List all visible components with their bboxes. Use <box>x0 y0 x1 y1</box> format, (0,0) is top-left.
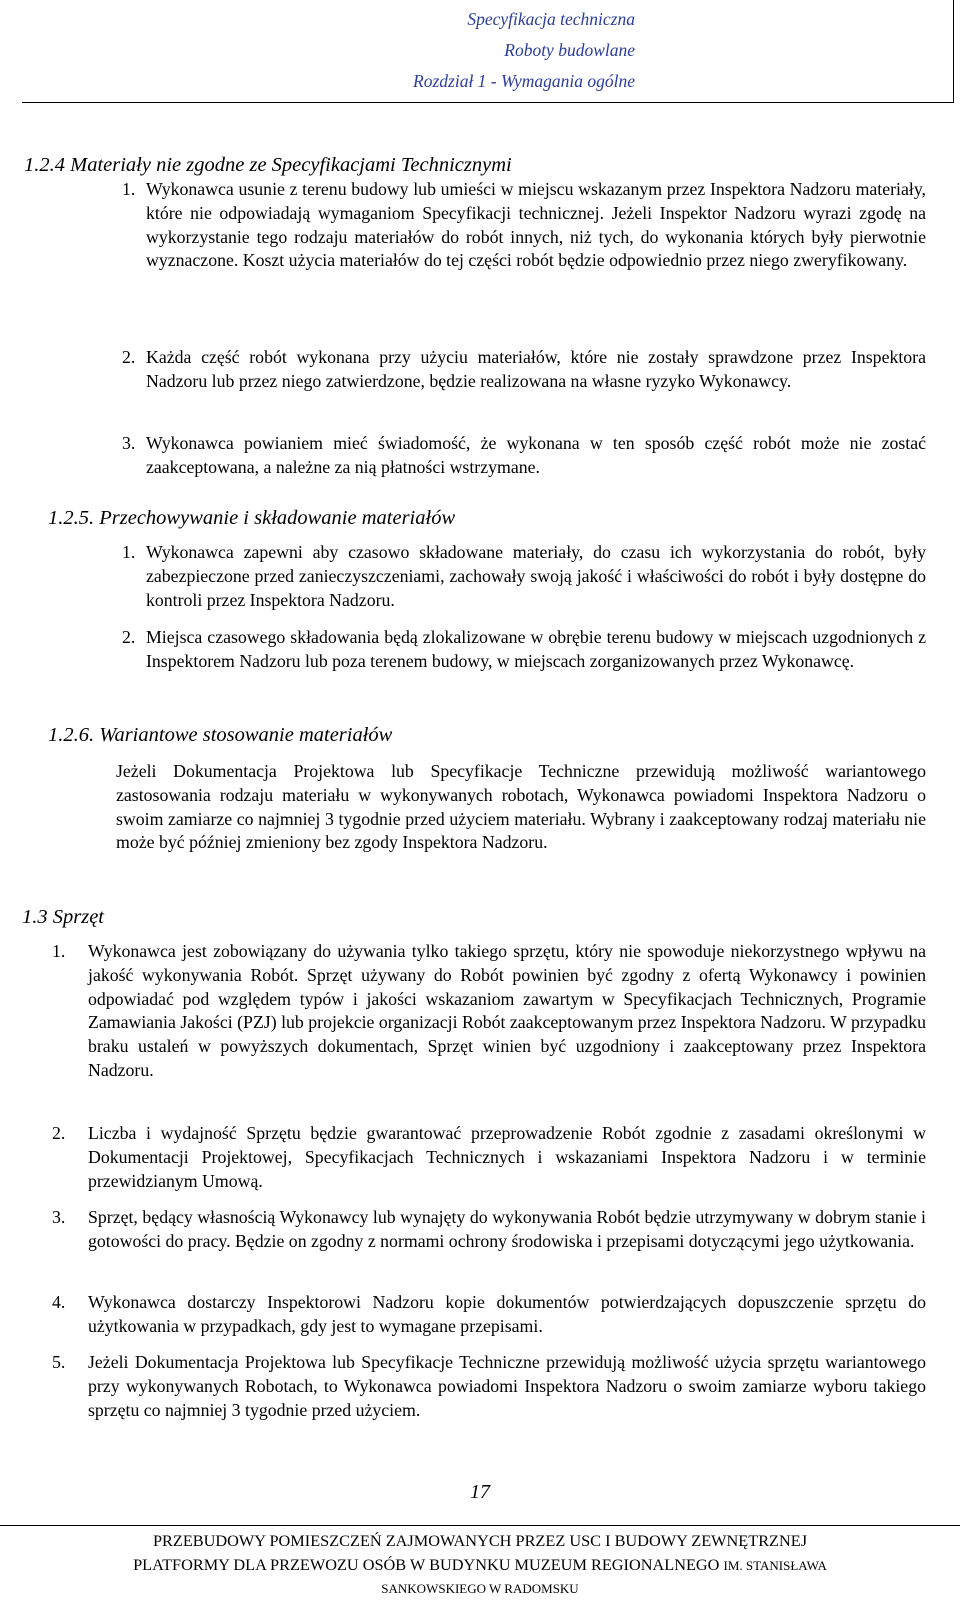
section-1-2-6-heading: 1.2.6. Wariantowe stosowanie materiałów <box>48 724 393 746</box>
item-text: Wykonawca jest zobowiązany do używania tylko takiego sprzętu, który nie spowoduje niekorzystnego wpływu na jakość wykonywania Robót. Sprzęt używany do Robót powinien być zgodny z ofertą Wykonawcy i powinien odpowiadać pod względem typów i jakości wskazaniom zawartym w Specyfikacjach Technicznych, Programie Zamawiania Jakości (PZJ) lub projekcie organizacji Robót zaakceptowanym przez Inspektora Nadzoru. W przypadku braku ustaleń w powyższych dokumentach, Sprzęt winien być uzgodniony i zaakceptowany przez Inspektora Nadzoru. <box>88 941 926 1080</box>
section-1-3-heading: 1.3 Sprzęt <box>22 906 104 928</box>
item-number: 5. <box>52 1352 66 1372</box>
header-chapter-title: Rozdział 1 - Wymagania ogólne <box>413 71 635 91</box>
document-footer <box>0 1525 960 1601</box>
item-number: 2. <box>52 1123 66 1143</box>
page-number: 17 <box>470 1481 490 1503</box>
section-1-3-item-1 <box>52 940 926 1083</box>
section-1-2-6-paragraph: Jeżeli Dokumentacja Projektowa lub Specyfikacje Techniczne przewidują możliwość wariantowego zastosowania rodzaju materiału w wykonywanych robotach, Wykonawca powiadomi Inspektora Nadzoru o swoim zamiarze co najmniej 3 tygodnie przed użyciem materiału. Wybrany i zaakceptowany rodzaj materiału nie może być później zmieniony bez zgody Inspektora Nadzoru. <box>116 761 926 853</box>
section-1-3-item-4 <box>52 1291 926 1339</box>
header-works-title: Roboty budowlane <box>504 40 635 60</box>
document-header <box>22 0 954 103</box>
section-1-2-4-item-2 <box>122 346 926 394</box>
section-1-2-4-item-3 <box>122 432 926 480</box>
footer-line-2-main: PLATFORMY DLA PRZEWOZU OSÓB W BUDYNKU MUZEUM REGIONALNEGO <box>133 1554 720 1574</box>
item-number: 2. <box>122 347 136 367</box>
item-number: 4. <box>52 1292 66 1312</box>
section-1-3-item-3 <box>52 1206 926 1254</box>
header-spec-title: Specyfikacja techniczna <box>467 9 635 29</box>
item-number: 1. <box>122 179 136 199</box>
item-number: 2. <box>122 627 136 647</box>
item-number: 1. <box>52 941 66 961</box>
item-text: Każda część robót wykonana przy użyciu materiałów, które nie zostały sprawdzone przez Inspektora Nadzoru lub przez niego zatwierdzone, będzie realizowana na własne ryzyko Wykonawcy. <box>146 347 926 391</box>
item-text: Liczba i wydajność Sprzętu będzie gwarantować przeprowadzenie Robót zgodnie z zasadami określonymi w Dokumentacji Projektowej, Specyfikacjach Technicznych i wskazaniami Inspektora Nadzoru i w terminie przewidzianym Umową. <box>88 1123 926 1191</box>
section-1-3-item-5 <box>52 1351 926 1422</box>
item-number: 1. <box>122 542 136 562</box>
footer-line-2-tail: IM. STANISŁAWA <box>723 1557 827 1573</box>
item-number: 3. <box>52 1207 66 1227</box>
section-1-3-item-2 <box>52 1122 926 1193</box>
item-text: Wykonawca powianiem mieć świadomość, że wykonana w ten sposób część robót może nie zostać zaakceptowana, a należne za nią płatności wstrzymane. <box>146 433 926 477</box>
section-1-2-4-item-1 <box>122 178 926 273</box>
section-1-2-4-heading: 1.2.4 Materiały nie zgodne ze Specyfikacjami Technicznymi <box>24 154 512 176</box>
footer-line-3: SANKOWSKIEGO W RADOMSKU <box>381 1581 579 1596</box>
footer-line-2 <box>0 1553 960 1578</box>
item-text: Sprzęt, będący własnością Wykonawcy lub wynajęty do wykonywania Robót będzie utrzymywany w dobrym stanie i gotowości do pracy. Będzie on zgodny z normami ochrony środowiska i przepisami dotyczącymi jego użytkowania. <box>88 1207 926 1251</box>
item-text: Jeżeli Dokumentacja Projektowa lub Specyfikacje Techniczne przewidują możliwość użycia sprzętu wariantowego przy wykonywanych Robotach, to Wykonawca powiadomi Inspektora Nadzoru o swoim zamiarze wyboru takiego sprzętu co najmniej 3 tygodnie przed użyciem. <box>88 1352 926 1420</box>
item-text: Miejsca czasowego składowania będą zlokalizowane w obrębie terenu budowy w miejscach uzgodnionych z Inspektorem Nadzoru lub poza terenem budowy, w miejscach zorganizowanych przez Wykonawcę. <box>146 627 926 671</box>
item-text: Wykonawca usunie z terenu budowy lub umieści w miejscu wskazanym przez Inspektora Nadzoru materiały, które nie odpowiadają wymaganiom Specyfikacji technicznej. Jeżeli Inspektor Nadzoru wyrazi zgodę na wykorzystanie tego rodzaju materiałów do robót innych, niż tych, do wykonania których były pierwotnie wyznaczone. Koszt użycia materiałów do tej części robót będzie odpowiednio przez niego zweryfikowany. <box>146 179 926 271</box>
footer-line-1: PRZEBUDOWY POMIESZCZEŃ ZAJMOWANYCH PRZEZ USC I BUDOWY ZEWNĘTRZNEJ <box>152 1531 808 1550</box>
section-1-2-5-heading: 1.2.5. Przechowywanie i składowanie materiałów <box>48 507 456 529</box>
item-number: 3. <box>122 433 136 453</box>
item-text: Wykonawca zapewni aby czasowo składowane materiały, do czasu ich wykorzystania do robót, były zabezpieczone przed zanieczyszczeniami, zachowały swoją jakość i właściwości do robót i były dostępne do kontroli przez Inspektora Nadzoru. <box>146 542 926 610</box>
section-1-2-5-item-1 <box>122 541 926 612</box>
item-text: Wykonawca dostarczy Inspektorowi Nadzoru kopie dokumentów potwierdzających dopuszczenie sprzętu do użytkowania w przypadkach, gdy jest to wymagane przepisami. <box>88 1292 926 1336</box>
section-1-2-5-item-2 <box>122 626 926 674</box>
